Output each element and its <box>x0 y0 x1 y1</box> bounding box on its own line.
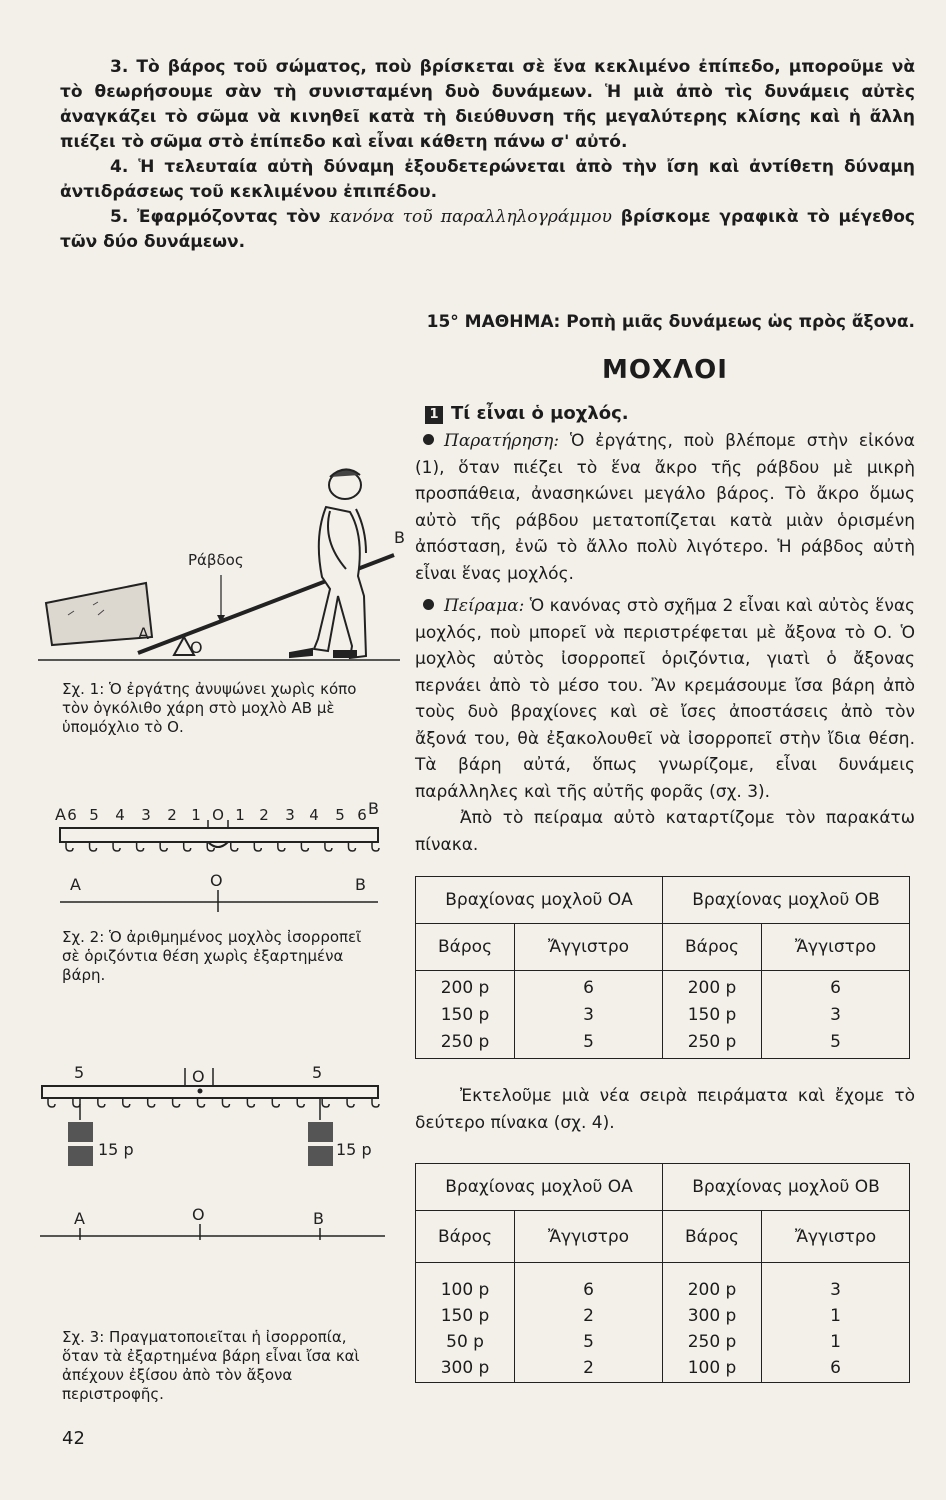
hook-icon <box>198 1098 205 1107</box>
hook-icon <box>272 1098 279 1107</box>
table1-subheader: Βάρος <box>416 924 515 971</box>
tick-right-5: 5 <box>335 806 345 824</box>
label-b: B <box>394 528 405 547</box>
label-a: A <box>138 624 149 643</box>
page-title: ΜΟΧΛΟΙ <box>602 355 728 385</box>
tick-right-6: 6 <box>357 806 367 824</box>
hook-icon <box>113 842 120 851</box>
axis-label-o: O <box>192 1205 205 1224</box>
tick-right-4: 4 <box>309 806 319 824</box>
table2-header-ob: Βραχίονας μοχλοῦ ΟΒ <box>662 1164 909 1211</box>
hook-icon <box>173 1098 180 1107</box>
table1-col-hook-ob: 6 3 5 <box>762 971 910 1059</box>
table2-col-weight-oa: 100 p 150 p 50 p 300 p <box>416 1263 515 1383</box>
weight-right-bottom <box>308 1146 333 1166</box>
weight-right-label: 15 p <box>336 1140 372 1159</box>
figure-2-caption: Σχ. 2: Ὁ ἀριθμημένος μοχλὸς ἰσορροπεῖ σὲ ὁριζόντια θέση χωρὶς ἐξαρτημένα βάρη. <box>62 928 362 984</box>
hook-icon <box>347 1098 354 1107</box>
page-number: 42 <box>62 1428 85 1449</box>
body-text <box>415 428 915 858</box>
hook-icon <box>322 1098 329 1107</box>
label-o: O <box>190 638 203 657</box>
bullet-icon <box>423 599 434 610</box>
hook-icon <box>254 842 261 851</box>
hook-icon <box>247 1098 254 1107</box>
bullet-icon <box>423 434 434 445</box>
axis-label-b: B <box>355 875 366 894</box>
hook-icon <box>48 1098 55 1107</box>
tick-left-6: 6 <box>67 806 77 824</box>
pivot-pin <box>198 1089 203 1094</box>
hook-icon <box>73 1098 80 1107</box>
lesson-heading: 15° ΜΑΘΗΜΑ: Ροπὴ μιᾶς δυνάμεως ὡς πρὸς ἄξονα. <box>426 312 915 332</box>
table2-subheader: Ἄγγιστρο <box>762 1211 910 1263</box>
intro-paragraph-4: 4. Ἡ τελευταία αὐτὴ δύναμη ἐξουδετερώνεται ἀπὸ τὴν ἴση καὶ ἀντίθετη δύναμη ἀντιδράσεως τοῦ κεκλιμένου ἐπιπέδου. <box>60 157 915 202</box>
hook-icon <box>278 842 285 851</box>
table-intro-paragraph: Ἀπὸ τὸ πείραμα αὐτὸ καταρτίζομε τὸν παρακάτω πίνακα. <box>415 808 915 855</box>
table2-col-hook-ob: 3 1 1 6 <box>762 1263 910 1383</box>
intro-text <box>60 55 915 255</box>
table1-col-weight-oa: 200 p 150 p 250 p <box>416 971 515 1059</box>
weight-left-bottom <box>68 1146 93 1166</box>
table2-col-hook-oa: 6 2 5 2 <box>515 1263 663 1383</box>
hook-icon <box>325 842 332 851</box>
section-number: 1 <box>425 406 443 424</box>
axis-label-b: B <box>313 1209 324 1228</box>
hook-icon <box>184 842 191 851</box>
table2-subheader: Ἄγγιστρο <box>515 1211 663 1263</box>
hook-icon <box>148 1098 155 1107</box>
weight-left-label: 15 p <box>98 1140 134 1159</box>
figure-1-caption: Σχ. 1: Ὁ ἐργάτης ἀνυψώνει χωρὶς κόπο τὸν ὀγκόλιθο χάρη στὸ μοχλὸ ΑΒ μὲ ὑπομόχλιο τὸ Ο. <box>62 680 357 736</box>
axis-label-a: A <box>70 875 81 894</box>
section-heading: 1 Τί εἶναι ὁ μοχλός. <box>425 403 629 424</box>
table2-subheader: Βάρος <box>416 1211 515 1263</box>
experiment-paragraph: Πείραμα: Ὁ κανόνας στὸ σχῆμα 2 εἶναι καὶ αὐτὸς ἕνας μοχλός, ποὺ μπορεῖ νὰ περιστρέφεται μὲ ἄξονα τὸ Ο. Ὁ μοχλὸς αὐτὸς ἰσορροπεῖ ὁριζόντια, γιατὶ ὁ ἄξονας περνάει ἀπὸ τὸ μέσο του. Ἂν κρεμάσουμε ἴσα βάρη ἀπὸ τοὺς δυὸ βραχίονες καὶ σὲ ἴσες ἀποστάσεις ἀπὸ τὸν ἄξονά του, θὰ ἐξακολουθεῖ νὰ ἰσορροπεῖ στὴν ἴδια θέση. Τὰ βάρη αὐτά, ὅπως γνωρίζομε, εἶναι δυνάμεις παράλληλες καὶ τῆς αὐτῆς φορᾶς (σχ. 3). <box>415 596 915 802</box>
hook-icon <box>123 1098 130 1107</box>
hook-number-right: 5 <box>312 1063 323 1082</box>
table1-subheader: Βάρος <box>662 924 761 971</box>
axis-label-a: A <box>74 1209 85 1228</box>
observation-paragraph: Παρατήρηση: Ὁ ἐργάτης, ποὺ βλέπομε στὴν εἰκόνα (1), ὅταν πιέζει τὸ ἕνα ἄκρο τῆς ράβδου μὲ μικρὴ προσπάθεια, ἀνασηκώνει μεγάλο βάρος. Τὸ ἄκρο ὅμως αὐτὸ τῆς ράβδου μετατοπίζεται κατὰ μιὰν ὁρισμένη ἀπόσταση, ἐνῶ τὸ ἄλλο πολὺ λιγότερο. Ἡ ράβδος αὐτὴ εἶναι ἕνας μοχλός. <box>415 431 915 584</box>
hook-number-left: 5 <box>74 1063 85 1082</box>
table1-subheader: Ἄγγιστρο <box>762 924 910 971</box>
pivot-label-o: O <box>192 1067 205 1086</box>
table2-header-oa: Βραχίονας μοχλοῦ ΟΑ <box>416 1164 663 1211</box>
figure-2-numbered-lever <box>50 798 390 918</box>
tick-numbers <box>67 806 367 824</box>
table1-col-weight-ob: 200 p 150 p 250 p <box>662 971 761 1059</box>
lever-table-1 <box>415 876 910 1059</box>
tick-right-1: 1 <box>235 806 245 824</box>
table2-col-weight-ob: 200 p 300 p 250 p 100 p <box>662 1263 761 1383</box>
between-text: Ἐκτελοῦμε μιὰ νέα σειρὰ πειράματα καὶ ἔχομε τὸ δεύτερο πίνακα (σχ. 4). <box>415 1086 915 1133</box>
hook-icon <box>66 842 73 851</box>
tick-left-3: 3 <box>141 806 151 824</box>
hook-icon <box>98 1098 105 1107</box>
ruler-bar <box>42 1086 378 1098</box>
tick-left-1: 1 <box>191 806 201 824</box>
weight-right-top <box>308 1122 333 1142</box>
hook-icon <box>90 842 97 851</box>
hook-icon <box>297 1098 304 1107</box>
intro-paragraph-3: 3. Τὸ βάρος τοῦ σώματος, ποὺ βρίσκεται σὲ ἕνα κεκλιμένο ἐπίπεδο, μποροῦμε νὰ τὸ θεωρήσουμε σὰν τὴ συνισταμένη δυὸ δυνάμεων. Ἡ μιὰ ἀπὸ τὶς δυνάμεις αὐτὲς ἀναγκάζει τὸ σῶμα νὰ κινηθεῖ κατὰ τὴ διεύθυνση τῆς μεγαλύτερης κλίσης καὶ ἡ ἄλλη πιέζει τὸ σῶμα στὸ ἐπίπεδο καὶ εἶναι κάθετη πάνω σ' αὐτό. <box>60 57 915 152</box>
tick-o: O <box>212 806 224 824</box>
worker-figure <box>290 469 366 658</box>
hook-icon <box>372 1098 379 1107</box>
table1-header-ob: Βραχίονας μοχλοῦ ΟΒ <box>662 877 909 924</box>
weight-left-top <box>68 1122 93 1142</box>
tick-right-2: 2 <box>259 806 269 824</box>
tick-left-4: 4 <box>115 806 125 824</box>
table1-col-hook-oa: 6 3 5 <box>515 971 663 1059</box>
lever-table-2 <box>415 1163 910 1383</box>
intro-paragraph-5: 5. Ἐφαρμόζοντας τὸν κανόνα τοῦ παραλληλογράμμου βρίσκομε γραφικὰ τὸ μέγεθος τῶν δύο δυνάμεων. <box>60 207 915 252</box>
tick-right-3: 3 <box>285 806 295 824</box>
axis-label-o: O <box>210 871 223 890</box>
hook-icon <box>372 842 379 851</box>
tick-left-2: 2 <box>167 806 177 824</box>
hooks <box>48 1098 379 1107</box>
label-rod: Ράβδος <box>188 551 244 569</box>
hook-icon <box>301 842 308 851</box>
figure-3-caption: Σχ. 3: Πραγματοποιεῖται ἡ ἰσορροπία, ὅταν τὰ ἐξαρτημένα βάρη εἶναι ἴσα καὶ ἀπέχουν ἐξίσου ἀπὸ τὸν ἄξονα περιστροφῆς. <box>62 1328 360 1403</box>
table1-header-oa: Βραχίονας μοχλοῦ ΟΑ <box>416 877 663 924</box>
label-a: A <box>55 805 66 824</box>
hook-icon <box>222 1098 229 1107</box>
table2-subheader: Βάρος <box>662 1211 761 1263</box>
ruler-bar <box>60 828 378 842</box>
hook-icon <box>348 842 355 851</box>
table1-subheader: Ἄγγιστρο <box>515 924 663 971</box>
tick-left-5: 5 <box>89 806 99 824</box>
label-b: B <box>368 799 379 818</box>
hook-icon <box>137 842 144 851</box>
figure-1-worker-lever <box>38 465 410 675</box>
hook-icon <box>231 842 238 851</box>
figure-3-balanced-lever <box>40 1060 390 1240</box>
hook-icon <box>160 842 167 851</box>
